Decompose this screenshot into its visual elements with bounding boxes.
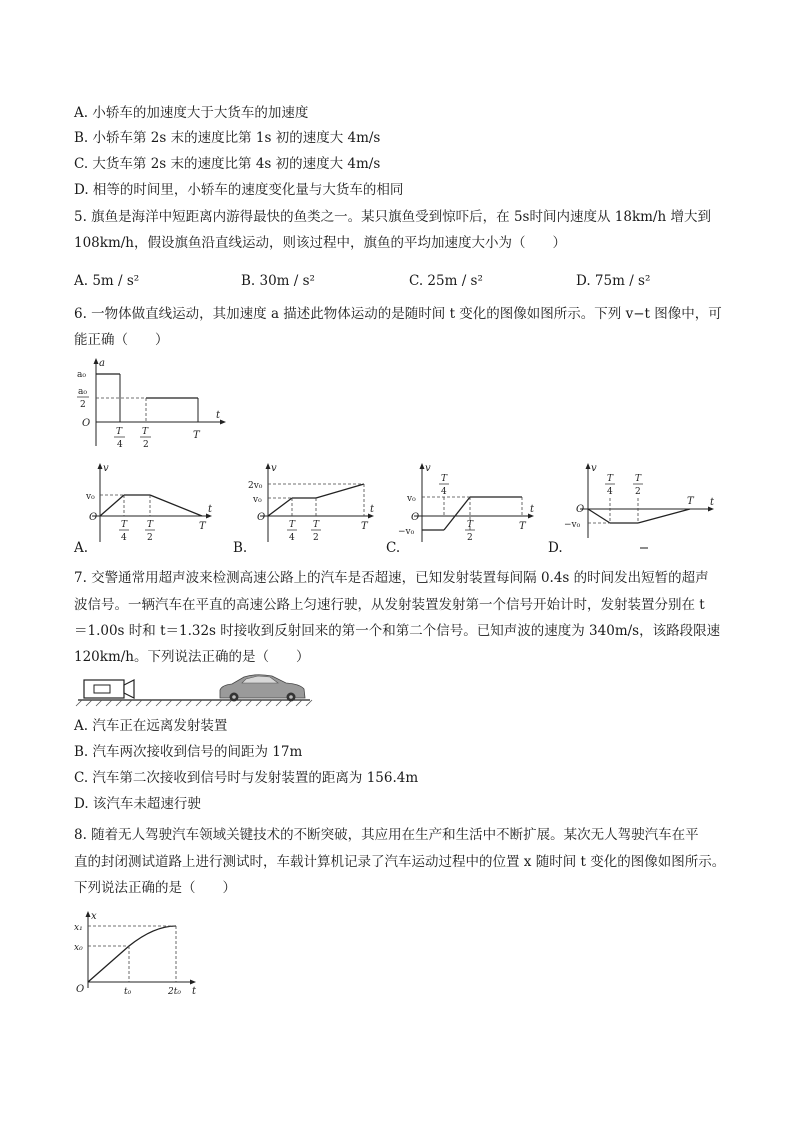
q5-stem-line1: 5. 旗鱼是海洋中短距离内游得最快的鱼类之一。某只旗鱼受到惊吓后，在 5s时间内速度从 18km/h 增大到 <box>74 209 711 225</box>
origin-label: O <box>411 512 420 523</box>
axis-t-label: t <box>208 504 213 515</box>
t-quarter-denominator: 4 <box>441 487 447 497</box>
axis-t-label: t <box>192 986 197 997</box>
axis-t-label: t <box>370 504 375 515</box>
q7-option-b: B. 汽车两次接收到信号的间距为 17m <box>74 744 303 760</box>
origin-label: O <box>76 984 85 995</box>
v0-label: v₀ <box>86 492 95 502</box>
axis-v-label: v <box>103 463 109 474</box>
q7-stem-line3: ＝1.00s 时和 t＝1.32s 时接收到反射回来的第一个和第二个信号。已知声波的速度为 340m/s，该路段限速 <box>74 623 721 639</box>
a0-label: a₀ <box>77 370 86 380</box>
axis-a-label: a <box>99 358 105 369</box>
t-quarter-numerator: T <box>116 427 123 437</box>
t-half-numerator: T <box>313 520 320 530</box>
q8-stem-line2: 直的封闭测试道路上进行测试时，车载计算机记录了汽车运动过程中的位置 x 随时间 t 变化的图像如图所示。 <box>74 854 726 870</box>
q6-stem-line1: 6. 一物体做直线运动，其加速度 a 描述此物体运动的是随时间 t 变化的图像如图所示。下列 v−t 图像中，可 <box>74 306 722 322</box>
axis-v-label: v <box>591 463 597 474</box>
x1-label: x₁ <box>74 923 83 933</box>
q7-option-a: A. 汽车正在远离发射装置 <box>74 718 228 734</box>
origin-label: O <box>257 512 266 523</box>
two-v0-label: 2v₀ <box>248 481 263 491</box>
t-quarter-denominator: 4 <box>121 533 127 543</box>
neg-v0-label: −v₀ <box>564 520 581 530</box>
v0-label: v₀ <box>407 494 416 504</box>
q5-stem-line2: 108km/h，假设旗鱼沿直线运动，则该过程中，旗鱼的平均加速度大小为（ ） <box>74 235 566 251</box>
a0-half-denominator: 2 <box>80 400 86 410</box>
origin-label: O <box>576 504 585 515</box>
q7-stem-line2: 波信号。一辆汽车在平直的高速公路上匀速行驶，从发射装置发射第一个信号开始计时，发射装置分别在 t <box>74 597 705 613</box>
t-quarter-numerator: T <box>441 474 448 484</box>
axis-x-label: x <box>91 911 97 922</box>
t-half-denominator: 2 <box>635 487 641 497</box>
q7-option-c: C. 汽车第二次接收到信号时与发射装置的距离为 156.4m <box>74 770 419 786</box>
t-half-numerator: T <box>467 520 474 530</box>
vt-graph-a <box>86 460 216 546</box>
q5-option-b: B. 30m / s² <box>241 273 315 289</box>
vt-choice-c-label: C. <box>386 540 401 556</box>
t0-label: t₀ <box>124 987 132 997</box>
t-quarter-numerator: T <box>607 474 614 484</box>
q4-option-a: A. 小轿车的加速度大于大货车的加速度 <box>74 105 309 121</box>
q5-option-d: D. 75m / s² <box>576 273 651 289</box>
ultrasonic-speed-figure <box>74 668 314 710</box>
vt-choice-d-label: D. <box>548 540 563 556</box>
q4-option-b: B. 小轿车第 2s 末的速度比第 1s 初的速度大 4m/s <box>74 130 381 146</box>
t-quarter-denominator: 4 <box>289 533 295 543</box>
position-time-graph <box>74 908 204 998</box>
t-half-denominator: 2 <box>467 533 473 543</box>
t-period-label: T <box>199 521 206 532</box>
q7-stem-line1: 7. 交警通常用超声波来检测高速公路上的汽车是否超速，已知发射装置每间隔 0.4s 的时间发出短暂的超声 <box>74 570 709 586</box>
t-quarter-numerator: T <box>121 520 128 530</box>
q8-stem-line1: 8. 随着无人驾驶汽车领域关键技术的不断突破，其应用在生产和生活中不断扩展。某次无人驾驶汽车在平 <box>74 827 699 843</box>
q7-option-d: D. 该汽车未超速行驶 <box>74 796 201 812</box>
q4-option-d: D. 相等的时间里，小轿车的速度变化量与大货车的相同 <box>74 182 404 198</box>
axis-v-label: v <box>425 463 431 474</box>
acceleration-time-graph <box>74 356 234 454</box>
axis-t-label: t <box>216 410 221 421</box>
origin-label: O <box>89 512 98 523</box>
t-period-label: T <box>519 521 526 532</box>
q4-option-c: C. 大货车第 2s 末的速度比第 4s 初的速度大 4m/s <box>74 156 381 172</box>
origin-label: O <box>82 418 91 429</box>
t-quarter-numerator: T <box>289 520 296 530</box>
t-half-denominator: 2 <box>313 533 319 543</box>
t-quarter-denominator: 4 <box>607 487 613 497</box>
t-period-label: T <box>361 521 368 532</box>
a0-half-numerator: a₀ <box>78 387 87 397</box>
axis-t-label: t <box>530 504 535 515</box>
q6-stem-line2: 能正确（ ） <box>74 332 169 348</box>
q7-stem-line4: 120km/h。下列说法正确的是（ ） <box>74 649 310 665</box>
vt-graph-d <box>560 460 720 552</box>
two-t0-label: 2t₀ <box>168 987 181 997</box>
q5-option-c: C. 25m / s² <box>409 273 483 289</box>
t-period-label: T <box>687 496 694 507</box>
x0-label: x₀ <box>74 943 83 953</box>
t-half-denominator: 2 <box>143 440 149 450</box>
q8-stem-line3: 下列说法正确的是（ ） <box>74 880 236 896</box>
car-icon <box>220 675 305 702</box>
t-quarter-denominator: 4 <box>117 440 123 450</box>
neg-v0-label: −v₀ <box>398 527 415 537</box>
v0-label: v₀ <box>253 495 262 505</box>
q5-option-a: A. 5m / s² <box>74 273 140 289</box>
vt-graph-c <box>398 460 538 546</box>
vt-choice-a-label: A. <box>74 540 89 556</box>
q5-options <box>74 272 734 290</box>
vt-choice-b-label: B. <box>233 540 248 556</box>
axis-t-label: t <box>710 497 715 508</box>
t-half-numerator: T <box>635 474 642 484</box>
t-half-numerator: T <box>142 427 149 437</box>
vt-graph-b <box>248 460 378 546</box>
t-half-denominator: 2 <box>147 533 153 543</box>
t-period-label: T <box>193 430 200 441</box>
t-half-numerator: T <box>147 520 154 530</box>
axis-v-label: v <box>271 463 277 474</box>
